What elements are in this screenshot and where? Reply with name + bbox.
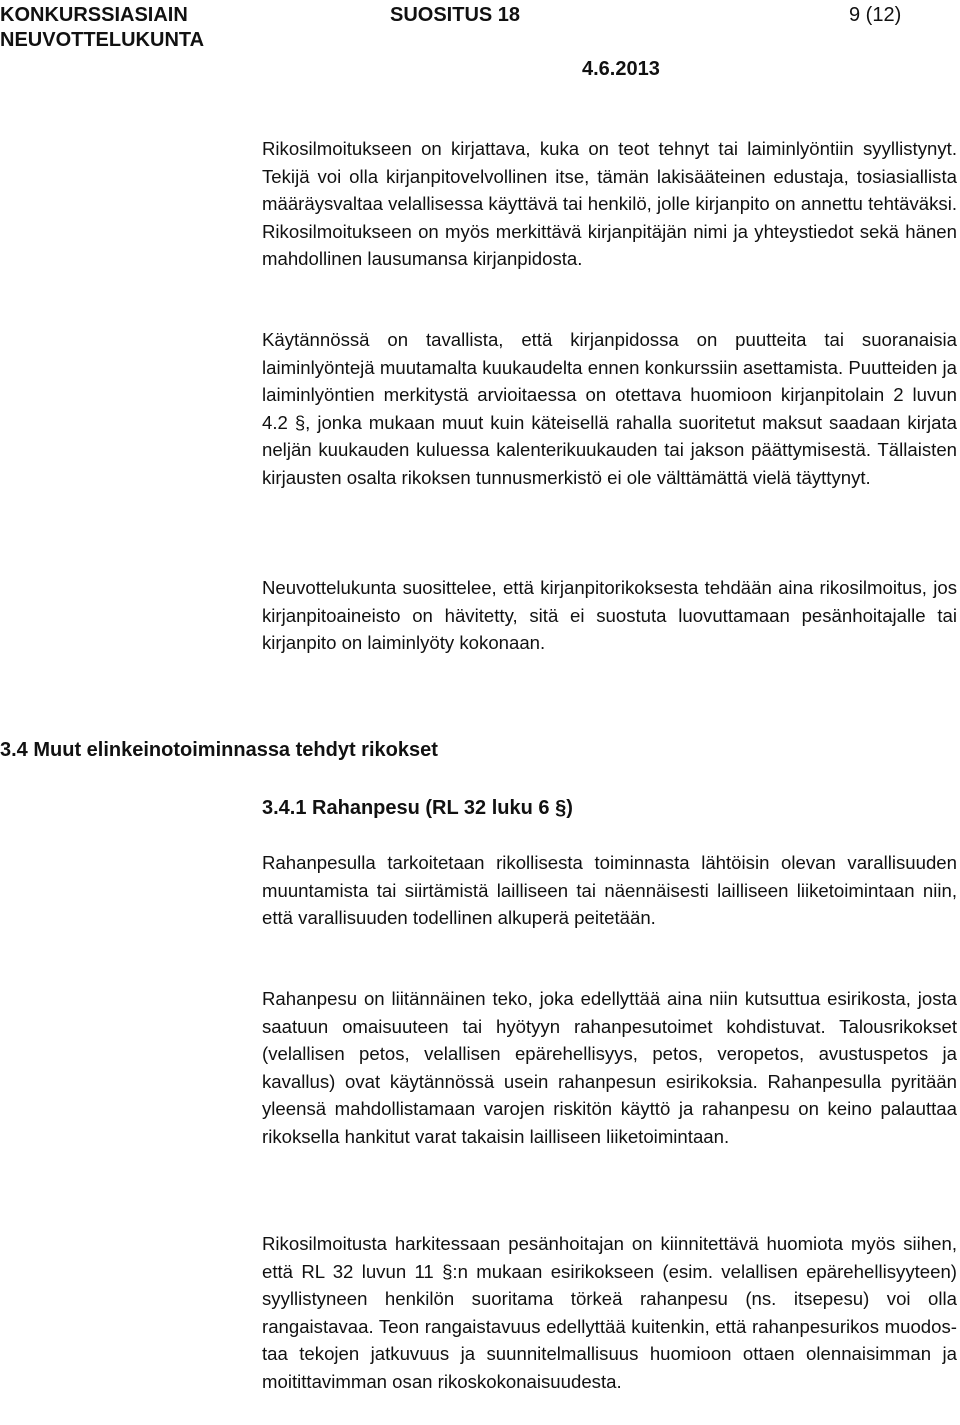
page-number: 9 (12) [849, 4, 902, 26]
paragraph-bookkeeping-deficiencies: Käytännössä on tavallista, että kirjanpidossa on puutteita tai suoranaisia laiminlyöntejä muutamalta kuukaudelta ennen konkurssiin asettamista. Puutteiden ja laiminlyöntien merkitystä arvioitaessa on otettava huomioon kirjanpitolain 2 luvun 4.2 §, jonka mukaan muut kuin käteisellä rahalla suoritetut maksut saadaan kirjata neljän kuukauden kuluessa kalenterikuukauden tai jakson päättymisestä. Tällaisten kirjausten osalta rikoksen tunnusmerkistö ei ole välttämättä vielä täyttynyt. [262, 329, 957, 488]
organization-name-line2: NEUVOTTELUKUNTA [0, 29, 205, 51]
section-heading: 3.4 Muut elinkeinotoiminnassa tehdyt rikokset [0, 739, 438, 761]
paragraph-recommendation: Neuvottelukunta suosittelee, että kirjanpitorikoksesta tehdään aina rikosilmoitus, jos kirjanpitoaineisto on hävitetty, sitä ei suostuta luovuttamaan pesänhoitajalle tai kirjanpito on laiminlyöty kokonaan. [262, 577, 957, 654]
document-code: SUOSITUS 18 [390, 4, 521, 26]
organization-name-line1: KONKURSSIASIAIN [0, 4, 188, 26]
paragraph-crime-report-contents: Rikosilmoitukseen on kirjattava, kuka on teot tehnyt tai laiminlyöntiin syyllistynyt. Tekijä voi olla kirjanpitovelvollinen itse, tämän lakisääteinen edustaja, tosiasiallista määräysvaltaa velallisessa käyttävä tai henkilö, jolle kirjanpito on annettu tehtäväksi. Rikosilmoitukseen on myös merkittävä kirjanpitäjän nimi ja yhteystiedot sekä hänen mahdollinen lausumansa kirjanpidosta. [262, 138, 957, 270]
paragraph-predicate-offence: Rahanpesu on liitännäinen teko, joka edellyttää aina niin kutsuttua esirikosta, josta saatuun omaisuuteen tai hyötyyn rahanpesutoimet kohdistuvat. Talousrikokset (velallisen petos, velallisen epärehellisyys, petos, veropetos, avustuspetos ja kavallus) ovat käytännössä usein rahanpesun esirikoksia. Rahanpesulla pyritään yleensä mahdollistamaan varojen riskitön käyttö ja rahanpesu on keino palauttaa rikoksella hankitut varat takaisin lailliseen liiketoimintaan. [262, 988, 957, 1147]
document-date: 4.6.2013 [582, 58, 660, 80]
paragraph-self-laundering: Rikosilmoitusta harkitessaan pesänhoitajan on kiinnitettävä huomiota myös siihen, että RL 32 luvun 11 §:n mukaan esirikokseen (esim. velallisen epärehellisyyteen) syyllistyneen henkilön suoritama törkeä rahanpesu (ns. itsepesu) voi olla rangaistavaa. Teon rangaistavuus edellyttää kuitenkin, että rahanpesurikos muodostaa tekojen jatkuvuus ja suunnitelmallisuus huomioon ottaen olennaisimman ja moitittavimman osan rikoskokonaisuudesta. [262, 1233, 957, 1392]
subsection-heading: 3.4.1 Rahanpesu (RL 32 luku 6 §) [262, 797, 573, 819]
paragraph-money-laundering-definition: Rahanpesulla tarkoitetaan rikollisesta toiminnasta lähtöisin olevan varallisuuden muuntamista tai siirtämistä lailliseen tai näennäisesti lailliseen liiketoimintaan niin, että varallisuuden todellinen alkuperä peitetään. [262, 852, 957, 929]
